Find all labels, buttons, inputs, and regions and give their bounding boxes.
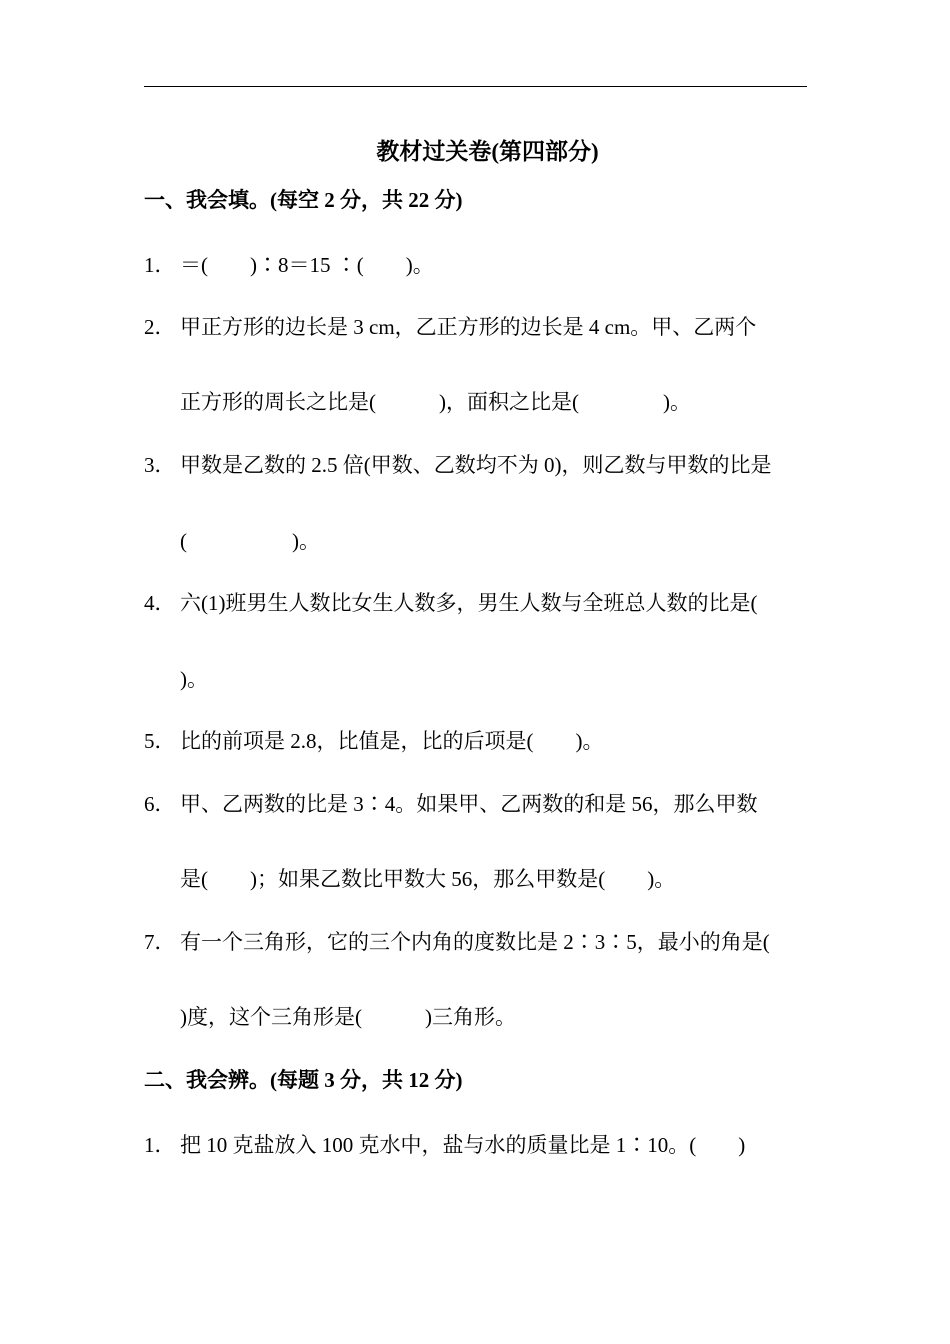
question-3 bbox=[144, 450, 771, 480]
question-number: 2． bbox=[144, 315, 176, 339]
question-text: 甲、乙两数的比是 3∶4。如果甲、乙两数的和是 56，那么甲数 bbox=[180, 792, 758, 816]
question-text: 把 10 克盐放入 100 克水中，盐与水的质量比是 1∶10。( ) bbox=[180, 1133, 746, 1157]
question-number: 6． bbox=[144, 792, 176, 816]
question-number: 3． bbox=[144, 453, 176, 477]
question-7-continued: )度，这个三角形是( )三角形。 bbox=[180, 1005, 516, 1029]
question-number: 7． bbox=[144, 930, 176, 954]
question-1 bbox=[144, 250, 434, 280]
question-text: 六(1)班男生人数比女生人数多，男生人数与全班总人数的比是( bbox=[180, 591, 758, 615]
section-heading-judge: 二、我会辨。(每题 3 分，共 12 分) bbox=[144, 1068, 463, 1092]
question-number: 1． bbox=[144, 253, 176, 277]
question-4-continued: )。 bbox=[180, 667, 208, 691]
section-heading-fill: 一、我会填。(每空 2 分，共 22 分) bbox=[144, 188, 463, 212]
question-text: 比的前项是 2.8，比值是，比的后项是( )。 bbox=[180, 729, 604, 753]
question-text: ＝( )∶8＝15 ∶( )。 bbox=[180, 253, 434, 277]
question-text: 甲数是乙数的 2.5 倍(甲数、乙数均不为 0)，则乙数与甲数的比是 bbox=[180, 453, 772, 477]
header-rule bbox=[144, 86, 807, 87]
judge-question-1 bbox=[144, 1130, 745, 1160]
question-text: 有一个三角形，它的三个内角的度数比是 2∶3∶5，最小的角是( bbox=[180, 930, 770, 954]
question-6-continued: 是( )；如果乙数比甲数大 56，那么甲数是( )。 bbox=[180, 867, 676, 891]
question-6 bbox=[144, 789, 758, 819]
page-title: 教材过关卷(第四部分) bbox=[376, 139, 599, 164]
question-3-continued: ( )。 bbox=[180, 529, 320, 553]
question-7 bbox=[144, 927, 770, 957]
question-number: 1． bbox=[144, 1133, 176, 1157]
question-2-continued: 正方形的周长之比是( )，面积之比是( )。 bbox=[180, 390, 691, 414]
question-number: 5． bbox=[144, 729, 176, 753]
question-5 bbox=[144, 726, 604, 756]
question-text: 甲正方形的边长是 3 cm，乙正方形的边长是 4 cm。甲、乙两个 bbox=[180, 315, 757, 339]
question-number: 4． bbox=[144, 591, 176, 615]
question-4 bbox=[144, 588, 757, 618]
question-2 bbox=[144, 312, 756, 342]
